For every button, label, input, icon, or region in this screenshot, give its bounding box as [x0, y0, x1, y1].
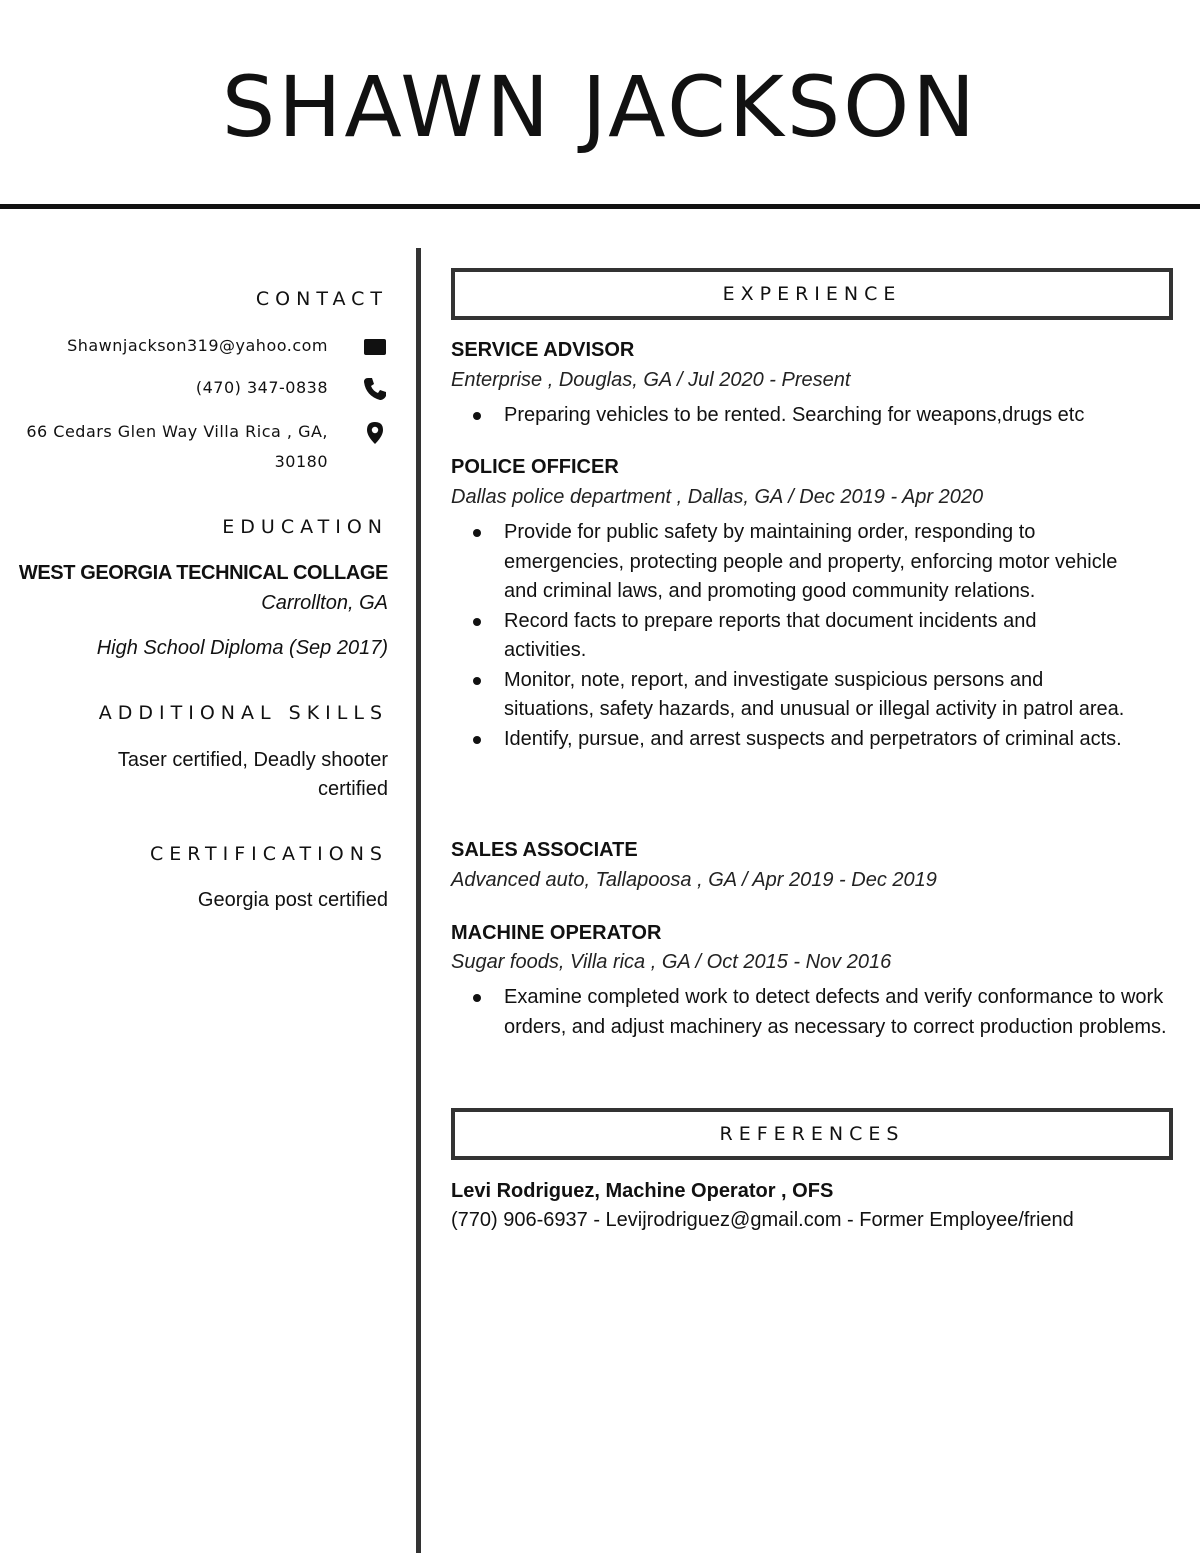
education-heading: EDUCATION [222, 516, 388, 538]
job-bullets [451, 401, 1191, 431]
contact-email[interactable]: Shawnjackson319@yahoo.com [67, 336, 328, 355]
certification-item: Georgia post certified [197, 889, 388, 911]
job-meta: Dallas police department , Dallas, GA / Dec 2019 - Apr 2020 [451, 486, 984, 508]
job-bullet: Monitor, note, report, and investigate suspicious persons and situations, safety hazards, and unusual or illegal activity in patrol area. [451, 666, 1166, 725]
job-bullet: Identify, pursue, and arrest suspects and perpetrators of criminal acts. [451, 725, 1166, 755]
job-bullet: Provide for public safety by maintaining order, responding to emergencies, protecting people and property, enforcing motor vehicle and criminal laws, and promoting good community relations. [451, 518, 1166, 607]
contact-phone[interactable]: (470) 347-0838 [195, 378, 328, 397]
envelope-icon [362, 336, 388, 360]
skills-line-2: certified [317, 778, 388, 800]
job-bullet: Record facts to prepare reports that document incidents and activities. [451, 607, 1166, 666]
job-title: SALES ASSOCIATE [451, 839, 638, 861]
job-bullets [451, 983, 1176, 1042]
column-divider [416, 248, 421, 1553]
contact-heading: CONTACT [255, 288, 388, 310]
job-meta: Enterprise , Douglas, GA / Jul 2020 - Present [451, 369, 851, 391]
references-heading: REFERENCES [451, 1108, 1173, 1160]
job-meta: Advanced auto, Tallapoosa , GA / Apr 2019 - Dec 2019 [451, 869, 937, 891]
contact-address-line2: 30180 [274, 452, 328, 471]
job-title: MACHINE OPERATOR [451, 922, 662, 944]
skills-line-1: Taser certified, Deadly shooter [117, 749, 388, 771]
resume-name: SHAWN JACKSON [221, 58, 979, 156]
education-school: WEST GEORGIA TECHNICAL COLLAGE [18, 562, 388, 584]
experience-heading: EXPERIENCE [451, 268, 1173, 320]
job-bullet: Examine completed work to detect defects and verify conformance to work orders, and adjust machinery as necessary to correct production problems. [451, 983, 1176, 1042]
header-divider [0, 204, 1200, 209]
contact-address-line1: 66 Cedars Glen Way Villa Rica , GA, [26, 422, 328, 441]
phone-icon [362, 376, 388, 400]
reference-detail: (770) 906-6937 - Levijrodriguez@gmail.com - Former Employee/friend [451, 1209, 1074, 1231]
reference-name: Levi Rodriguez, Machine Operator , OFS [451, 1180, 834, 1202]
job-meta: Sugar foods, Villa rica , GA / Oct 2015 - Nov 2016 [451, 951, 892, 973]
job-bullet: Preparing vehicles to be rented. Searching for weapons,drugs etc [451, 401, 1191, 431]
job-title: POLICE OFFICER [451, 456, 619, 478]
education-location: Carrollton, GA [261, 592, 388, 614]
map-pin-icon [362, 420, 388, 444]
job-bullets [451, 518, 1166, 754]
education-degree: High School Diploma (Sep 2017) [96, 637, 388, 659]
skills-heading: ADDITIONAL SKILLS [98, 702, 388, 724]
certifications-heading: CERTIFICATIONS [149, 843, 388, 865]
job-title: SERVICE ADVISOR [451, 339, 635, 361]
